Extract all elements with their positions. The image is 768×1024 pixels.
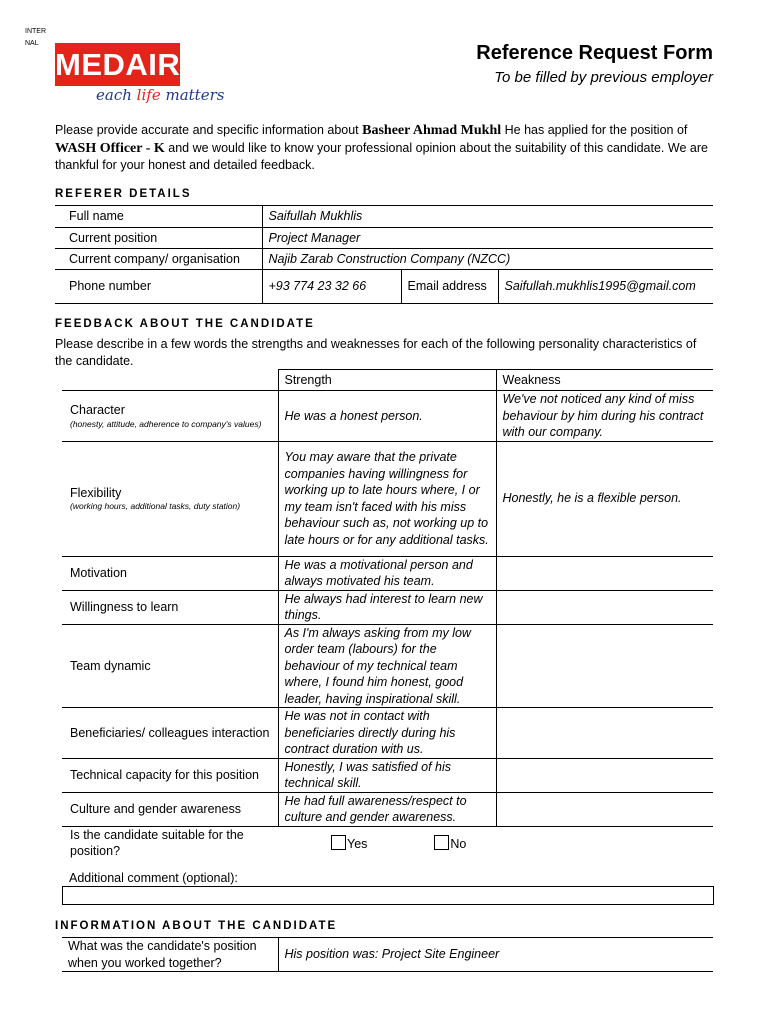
intro-part2: He has applied for the position of (504, 123, 688, 137)
feedback-table (62, 369, 713, 860)
row-label: Beneficiaries/ colleagues interaction (62, 708, 278, 759)
weakness-cell[interactable]: Honestly, he is a flexible person. (496, 441, 713, 556)
position-answer[interactable]: His position was: Project Site Engineer (278, 938, 713, 972)
company-label: Current company/ organisation (55, 249, 262, 270)
feedback-row (62, 624, 713, 708)
strength-cell[interactable]: Honestly, I was satisfied of his technical skill. (278, 758, 496, 792)
phone-label: Phone number (55, 270, 262, 304)
tagline-life: life (136, 86, 161, 104)
weakness-cell[interactable] (496, 624, 713, 708)
full-name-value[interactable]: Saifullah Mukhlis (262, 206, 713, 228)
referer-table (55, 205, 713, 304)
weakness-cell[interactable] (496, 556, 713, 590)
weakness-cell[interactable] (496, 758, 713, 792)
strength-cell[interactable]: He always had interest to learn new things. (278, 590, 496, 624)
medair-logo: MEDAIR (55, 43, 180, 86)
info-table (62, 937, 713, 972)
feedback-row (62, 441, 713, 556)
no-label: No (450, 836, 467, 851)
strength-cell[interactable]: He had full awareness/respect to culture and gender awareness. (278, 792, 496, 826)
row-label: Technical capacity for this position (62, 758, 278, 792)
feedback-row (62, 556, 713, 590)
info-heading: INFORMATION ABOUT THE CANDIDATE (55, 920, 338, 932)
candidate-name-field[interactable]: Basheer Ahmad Mukhl (362, 123, 502, 138)
intro-part3: and we would like to know your professional opinion about the suitability of this candidate. We are thankful for your honest and detailed feedback. (55, 140, 708, 172)
position-question: What was the candidate's position when you worked together? (62, 938, 278, 972)
internal-label: INTERNAL (25, 28, 46, 47)
comment-label: Additional comment (optional): (69, 871, 238, 885)
yes-checkbox[interactable] (331, 835, 346, 850)
feedback-row (62, 758, 713, 792)
company-value[interactable]: Najib Zarab Construction Company (NZCC) (262, 249, 713, 270)
weakness-cell[interactable] (496, 792, 713, 826)
current-position-value[interactable]: Project Manager (262, 228, 713, 249)
row-label: Flexibility (70, 485, 122, 500)
feedback-instruction: Please describe in a few words the strengths and weaknesses for each of the following personality characteristics of the candidate. (55, 337, 697, 368)
intro-paragraph (55, 122, 715, 174)
feedback-row (62, 708, 713, 759)
email-value[interactable]: Saifullah.mukhlis1995@gmail.com (498, 270, 713, 304)
strength-cell[interactable]: He was a honest person. (278, 391, 496, 442)
row-note: (honesty, attitude, adherence to company's values) (70, 418, 262, 429)
position-field[interactable]: WASH Officer - K (55, 140, 165, 156)
row-label: Culture and gender awareness (62, 792, 278, 826)
suitability-row (62, 826, 713, 860)
yes-label: Yes (347, 836, 368, 851)
row-label: Motivation (62, 556, 278, 590)
strength-column-header: Strength (278, 370, 496, 391)
intro-part1: Please provide accurate and specific information about (55, 123, 359, 137)
strength-cell[interactable]: As I'm always asking from my low order team (labours) for the behaviour of my technical team where, I found him honest, good leader, having inspirational skill. (278, 624, 496, 708)
weakness-cell[interactable] (496, 708, 713, 759)
phone-value[interactable]: +93 774 23 32 66 (262, 270, 401, 304)
tagline-matters: matters (165, 86, 225, 104)
feedback-heading: FEEDBACK ABOUT THE CANDIDATE (55, 318, 315, 330)
row-label: Willingness to learn (62, 590, 278, 624)
strength-cell[interactable]: You may aware that the private companies having willingness for working up to late hours where, I or my team isn't faced with his miss behaviour such as, not working up to late hours or for any additional tasks. (278, 441, 496, 556)
comment-input[interactable] (62, 886, 714, 905)
row-note: (working hours, additional tasks, duty station) (70, 501, 241, 512)
strength-cell[interactable]: He was not in contact with beneficiaries directly during his contract duration with us. (278, 708, 496, 759)
feedback-row (62, 792, 713, 826)
suitable-question: Is the candidate suitable for the position? (70, 827, 244, 859)
no-checkbox[interactable] (434, 835, 449, 850)
weakness-column-header: Weakness (496, 370, 713, 391)
tagline-each: each (96, 86, 132, 104)
row-label: Team dynamic (62, 624, 278, 708)
full-name-label: Full name (55, 206, 262, 228)
weakness-cell[interactable] (496, 590, 713, 624)
form-title: Reference Request Form (476, 42, 713, 64)
row-label: Character (70, 403, 125, 417)
logo-tagline (96, 86, 224, 104)
current-position-label: Current position (55, 228, 262, 249)
weakness-cell[interactable]: We've not noticed any kind of miss behaviour by him during his contract with our company. (496, 391, 713, 442)
form-subtitle: To be filled by previous employer (494, 69, 713, 86)
email-label: Email address (401, 270, 498, 304)
referer-heading: REFERER DETAILS (55, 188, 192, 200)
strength-cell[interactable]: He was a motivational person and always motivated his team. (278, 556, 496, 590)
feedback-row (62, 391, 713, 442)
feedback-row (62, 590, 713, 624)
